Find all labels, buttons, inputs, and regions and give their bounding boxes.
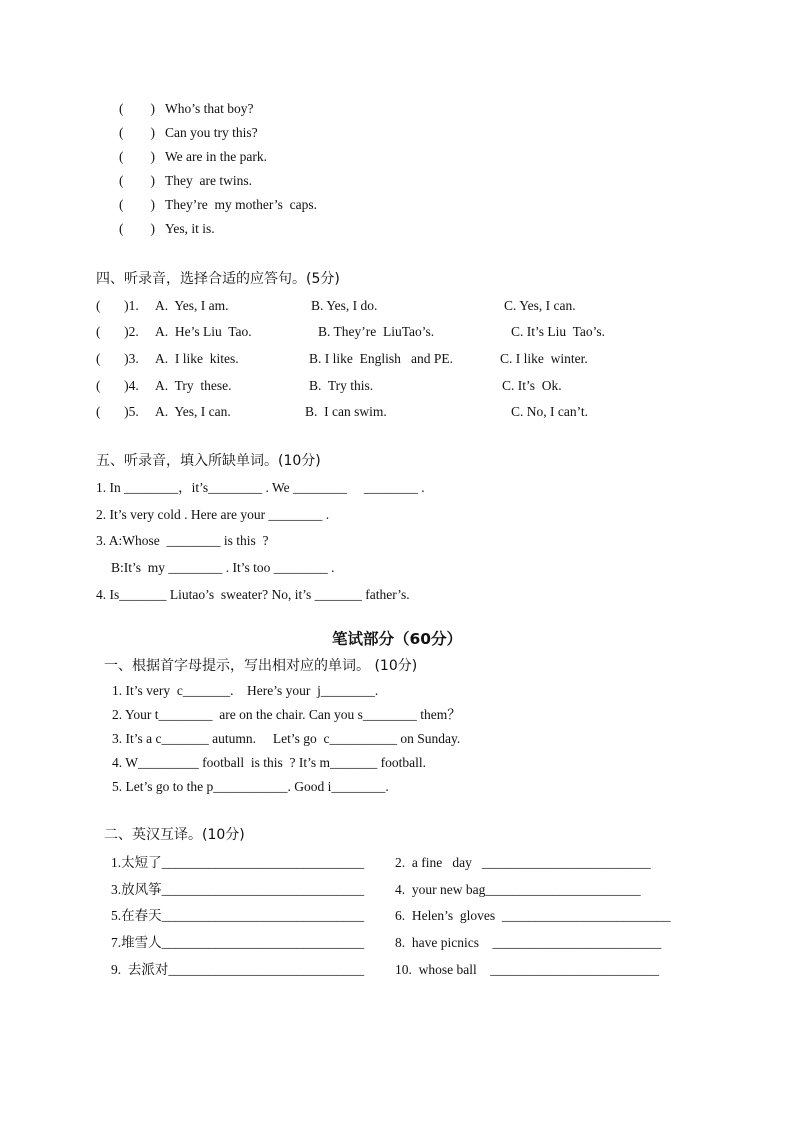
fill-blank-line[interactable]: B:It’s my ________ . It’s too ________ .: [111, 560, 335, 575]
initial-letter-line[interactable]: 5. Let’s go to the p___________. Good i________.: [112, 779, 389, 794]
translation-item[interactable]: 3.放风筝______________________________: [111, 882, 365, 897]
matching-sentence: They’re my mother’s caps.: [165, 197, 317, 212]
translation-item[interactable]: 1.太短了______________________________: [111, 855, 365, 870]
matching-sentence: Who’s that boy?: [165, 101, 254, 116]
matching-sentence: They are twins.: [165, 173, 252, 188]
fill-blank-line[interactable]: 1. In ________，it’s________ . We ________ ________ .: [96, 480, 425, 495]
translation-item[interactable]: 4. your new bag_______________________: [395, 882, 641, 897]
translation-item[interactable]: 6. Helen’s gloves _________________________: [395, 908, 671, 923]
part2-heading: 二、英汉互译。(10分): [104, 827, 245, 843]
translation-item[interactable]: 7.堆雪人______________________________: [111, 935, 365, 950]
fill-blank-line[interactable]: 4. Is_______ Liutao’s sweater? No, it’s _______ father’s.: [96, 587, 410, 602]
option-b: B. Try this.: [309, 378, 374, 393]
question-number[interactable]: ( )4.: [96, 378, 139, 393]
question-number[interactable]: ( )5.: [96, 404, 139, 419]
part1-heading: 一、根据首字母提示，写出相对应的单词。 (10分): [104, 658, 418, 674]
section4-heading: 四、听录音，选择合适的应答句。(5分): [96, 271, 340, 287]
matching-sentence: Can you try this?: [165, 125, 258, 140]
option-c: C. Yes, I can.: [504, 298, 576, 313]
option-b: B. They’re LiuTao’s.: [318, 324, 435, 339]
option-c: C. It’s Liu Tao’s.: [511, 324, 606, 339]
question-number[interactable]: ( )3.: [96, 351, 139, 366]
matching-bracket[interactable]: ( ): [119, 173, 155, 188]
matching-bracket[interactable]: ( ): [119, 221, 155, 236]
option-b: B. I can swim.: [305, 404, 387, 419]
translation-item[interactable]: 9. 去派对_____________________________: [111, 962, 365, 977]
question-number[interactable]: ( )2.: [96, 324, 139, 339]
option-a: A. Yes, I am.: [155, 298, 229, 313]
translation-item[interactable]: 5.在春天______________________________: [111, 908, 365, 923]
translation-item[interactable]: 10. whose ball _________________________: [395, 962, 659, 977]
option-a: A. Try these.: [155, 378, 232, 393]
initial-letter-line[interactable]: 1. It’s very c_______. Here’s your j________.: [112, 683, 379, 698]
matching-sentence: Yes, it is.: [165, 221, 215, 236]
option-a: A. He’s Liu Tao.: [155, 324, 252, 339]
initial-letter-line[interactable]: 2. Your t________ are on the chair. Can you s________ them？: [112, 707, 461, 722]
option-a: A. I like kites.: [155, 351, 239, 366]
matching-bracket[interactable]: ( ): [119, 101, 155, 116]
fill-blank-line[interactable]: 3. A:Whose ________ is this ?: [96, 533, 269, 548]
matching-bracket[interactable]: ( ): [119, 197, 155, 212]
option-c: C. I like winter.: [500, 351, 588, 366]
translation-item[interactable]: 8. have picnics _________________________: [395, 935, 662, 950]
question-number[interactable]: ( )1.: [96, 298, 139, 313]
translation-item[interactable]: 2. a fine day _________________________: [395, 855, 651, 870]
option-b: B. Yes, I do.: [311, 298, 378, 313]
option-a: A. Yes, I can.: [155, 404, 231, 419]
matching-bracket[interactable]: ( ): [119, 149, 155, 164]
matching-bracket[interactable]: ( ): [119, 125, 155, 140]
section5-heading: 五、听录音，填入所缺单词。(10分): [96, 453, 321, 469]
option-c: C. It’s Ok.: [502, 378, 562, 393]
initial-letter-line[interactable]: 4. W_________ football is this ? It’s m_______ football.: [112, 755, 426, 770]
written-part-title: 笔试部分（60分）: [331, 630, 463, 648]
matching-sentence: We are in the park.: [165, 149, 267, 164]
option-c: C. No, I can’t.: [511, 404, 588, 419]
option-b: B. I like English and PE.: [309, 351, 453, 366]
fill-blank-line[interactable]: 2. It’s very cold . Here are your ________ .: [96, 507, 330, 522]
initial-letter-line[interactable]: 3. It’s a c_______ autumn. Let’s go c__________ on Sunday.: [112, 731, 461, 746]
